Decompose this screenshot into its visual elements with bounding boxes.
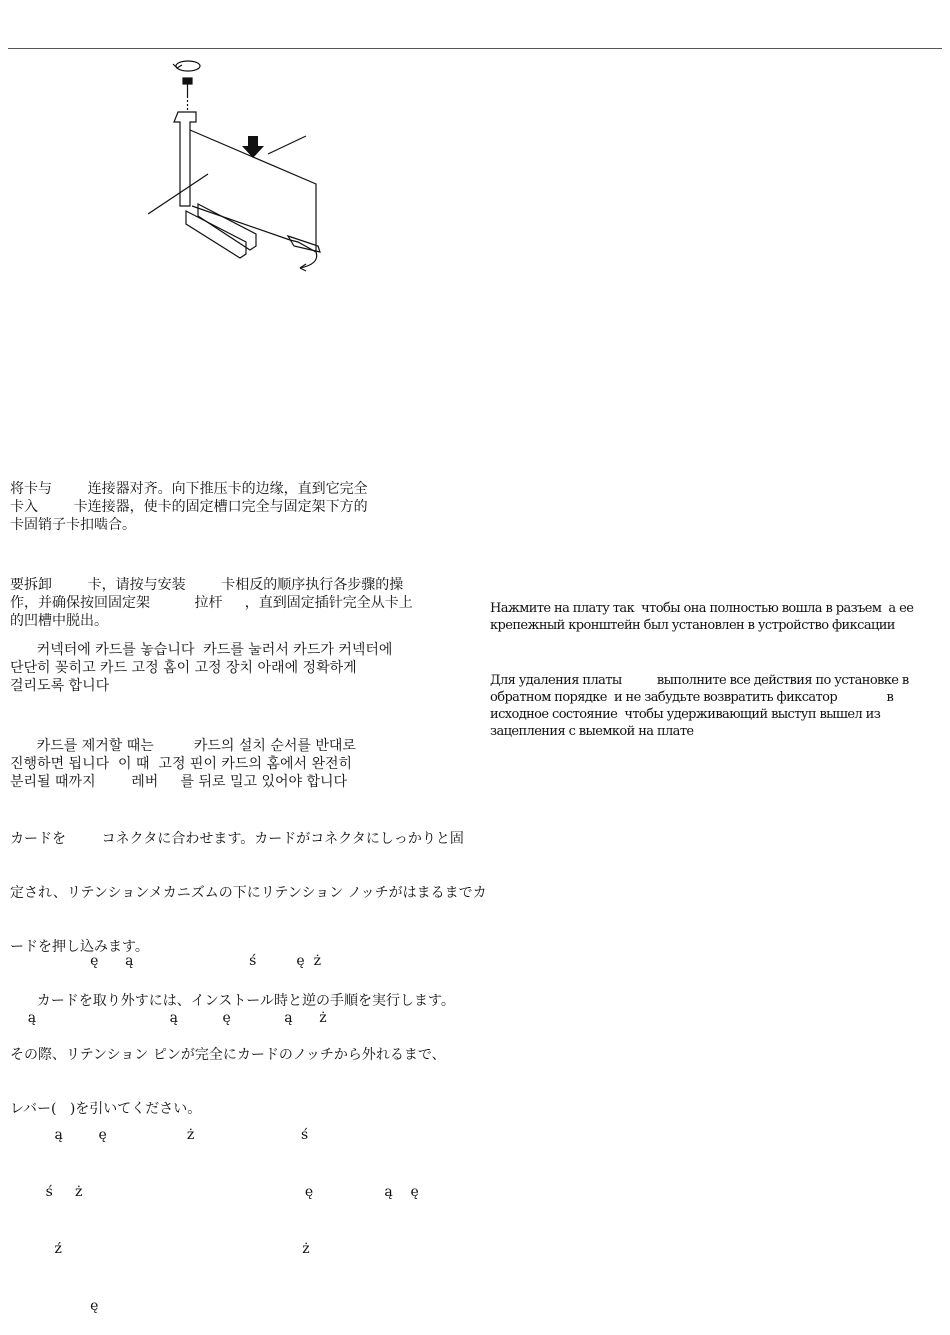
pl-line-3 [10, 1066, 419, 1088]
ja-line-5: その際、リテンション ピンが完全にカードのノッチから外れるまで、 [10, 1047, 446, 1063]
lever-curved-arrow-icon [300, 252, 317, 268]
pl-line-6: ź ż [10, 1241, 310, 1257]
pl-line-4: ą ę ż ś [10, 1127, 309, 1143]
ru-remove-paragraph: Для удаления платы выполните все действия по установке в обратном порядке и не забудьте возвратить фиксатор в исходное состояние чтобы удерживающий выступ вышел из зацепления с выемкой на плате [490, 673, 909, 739]
pl-line-7: ę [10, 1298, 99, 1314]
ja-line-3: ードを押し込みます。 [10, 939, 149, 955]
ja-line-6: レバー( )を引いてください。 [10, 1101, 202, 1117]
ja-line-4: カードを取り外すには、インストール時と逆の手順を実行します。 [10, 993, 455, 1009]
zh-install-paragraph: 将卡与 连接器对齐。向下推压卡的边缘，直到它完全 卡入 卡连接器，使卡的固定槽口完全与固定架下方的 卡固销子卡扣啮合。 [10, 481, 368, 533]
pl-line-2: ą ą ę ą ż [10, 1010, 327, 1026]
zh-remove-paragraph: 要拆卸 卡，请按与安装 卡相反的顺序执行各步骤的操 作，并确保按回固定架 拉杆 ，直到固定插针完全从卡上 的凹槽中脱出。 [10, 577, 413, 629]
ja-line-1: カードを コネクタに合わせます。カードがコネクタにしっかりと固 [10, 831, 464, 847]
instructions-korean [10, 605, 392, 809]
ru-install-paragraph: Нажмите на плату так чтобы она полностью вошла в разъем а ее крепежный кронштейн был установлен в устройство фиксации [490, 601, 914, 633]
instructions-russian [490, 566, 913, 761]
push-down-arrow-icon [242, 136, 264, 158]
retention-lever [288, 236, 320, 252]
pl-line-5: ś ż ę ą ę [10, 1184, 419, 1200]
ja-line-2: 定され、リテンションメカニズムの下にリテンション ノッチがはまるまでカ [10, 885, 487, 901]
screw-icon [183, 78, 192, 84]
pci-slot-front [186, 211, 246, 258]
ko-install-paragraph: 커넥터에 카드를 놓습니다 카드를 눌러서 카드가 커넥터에 단단히 꽂히고 카드 고정 홈이 고정 장치 아래에 정확하게 걸리도록 합니다 [10, 642, 393, 694]
pl-line-1: ę ą ś ę ż [10, 953, 321, 969]
card-installation-illustration [148, 56, 328, 276]
header-rule [8, 48, 942, 49]
card-bracket [174, 112, 196, 206]
ko-remove-paragraph: 카드를 제거할 때는 카드의 설치 순서를 반대로 진행하면 됩니다 이 때 고정 핀이 카드의 홈에서 완전히 분리될 때까지 레버 를 뒤로 밀고 있어야 합니다 [10, 738, 356, 790]
instructions-polish [10, 914, 419, 1335]
